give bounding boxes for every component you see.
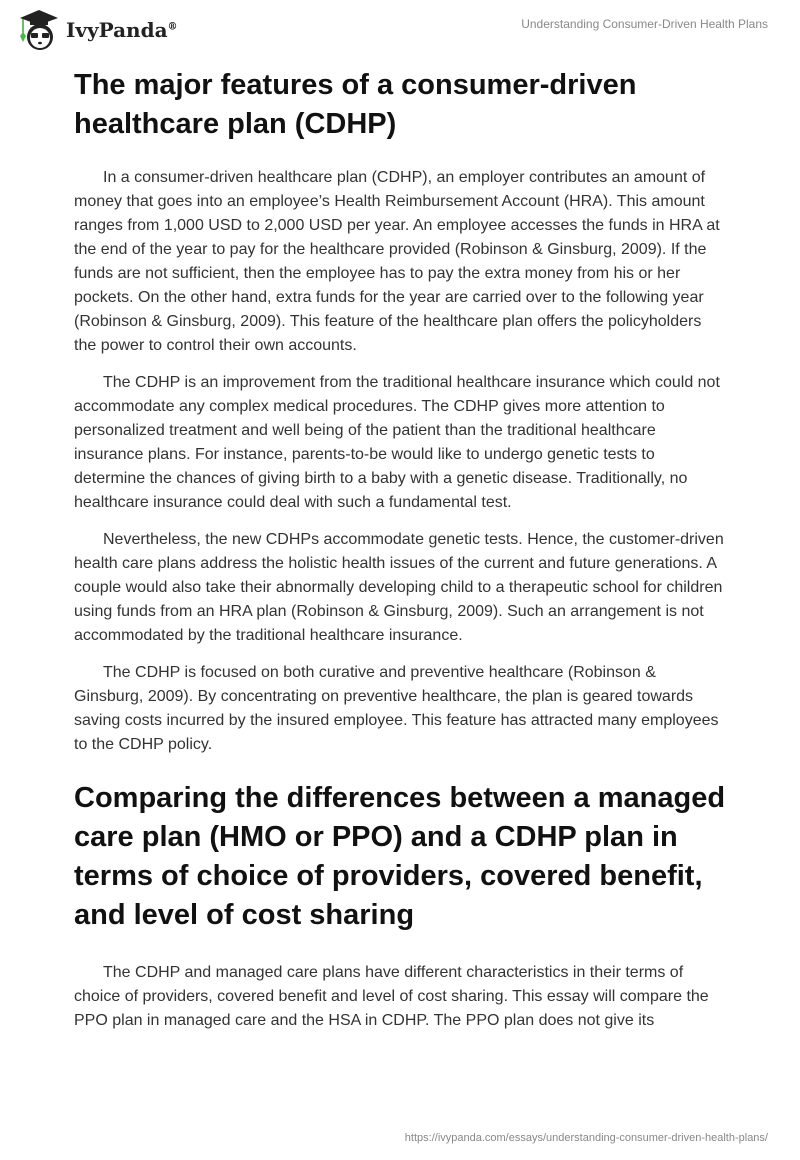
paragraph: In a consumer-driven healthcare plan (CDHP), an employer contributes an amount of money that goes into an employee’s Health Reimbursement Account (HRA). This amount ranges from 1,000 USD to 2,000 USD per year. An employee accesses the funds in HRA at the end of the year to pay for the healthcare provided (Robinson & Ginsburg, 2009). If the funds are not sufficient, then the employee has to pay the extra money from his or her pockets. On the other hand, extra funds for the year are carried over to the following year (Robinson & Ginsburg, 2009). This feature of the healthcare plan offers the policyholders the power to control their own accounts. [74,169,720,354]
paragraph: The CDHP is focused on both curative and preventive healthcare (Robinson & Ginsburg, 2009). By concentrating on preventive healthcare, the plan is geared towards saving costs incurred by the insured employee. This feature has attracted many employees to the CDHP policy. [74,664,719,753]
paragraph: The CDHP and managed care plans have different characteristics in their terms of choice of providers, covered benefit and level of cost sharing. This essay will compare the PPO plan in managed care and the HSA in CDHP. The PPO plan does not give its [74,964,709,1029]
source-url[interactable]: https://ivypanda.com/essays/understanding-consumer-driven-health-plans/ [404,1132,768,1144]
ivypanda-logo[interactable] [18,8,178,52]
article-body [74,66,726,1046]
section-heading: Comparing the differences between a managed care plan (HMO or PPO) and a CDHP plan in terms of choice of providers, covered benefit, and level of cost sharing [74,782,726,931]
paragraph: Nevertheless, the new CDHPs accommodate genetic tests. Hence, the customer-driven health care plans address the holistic health issues of the current and future generations. A couple would also take their abnormally developing child to a therapeutic school for children using funds from an HRA plan (Robinson & Ginsburg, 2009). Such an arrangement is not accommodated by the traditional healthcare insurance. [74,531,724,644]
panda-graduate-icon [18,8,60,52]
section-heading: The major features of a consumer-driven healthcare plan (CDHP) [74,69,637,140]
brand-name: IvyPanda® [66,18,178,42]
paragraph: The CDHP is an improvement from the traditional healthcare insurance which could not accommodate any complex medical procedures. The CDHP gives more attention to personalized treatment and well being of the patient than the traditional healthcare insurance plans. For instance, parents-to-be would like to undergo genetic tests to determine the chances of giving birth to a baby with a genetic disease. Traditionally, no healthcare insurance could deal with such a fundamental test. [74,374,720,511]
document-title: Understanding Consumer-Driven Health Plans [521,17,768,31]
